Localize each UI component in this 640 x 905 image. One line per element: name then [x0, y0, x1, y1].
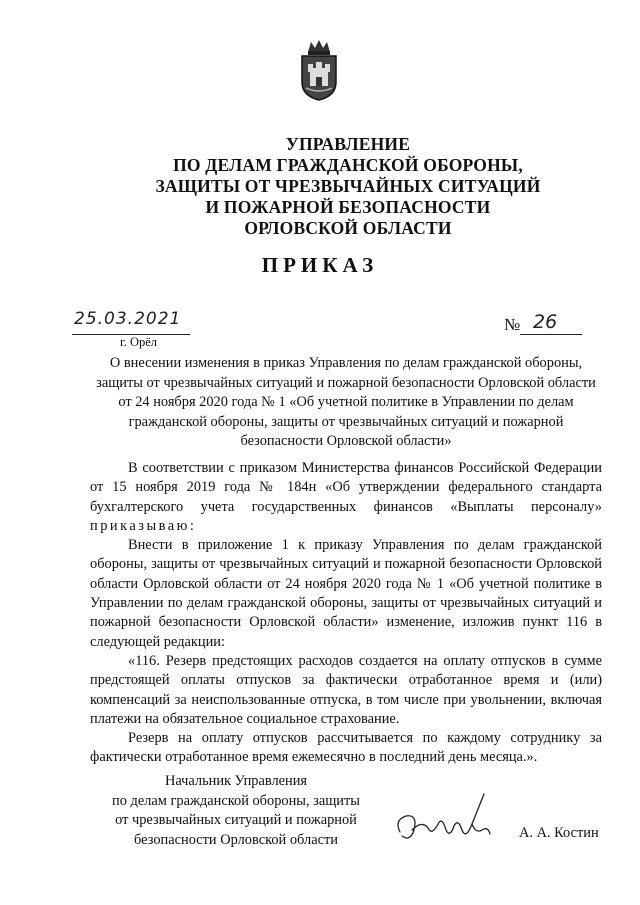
handwritten-signature — [392, 790, 502, 850]
header-line: ОРЛОВСКОЙ ОБЛАСТИ — [244, 218, 452, 238]
position-line: от чрезвычайных ситуаций и пожарной — [115, 812, 357, 828]
number-underline — [520, 334, 582, 335]
document-city: г. Орёл — [120, 335, 158, 349]
preamble-text: В соответствии с приказом Министерства финансов Российской Федерации от 15 ноября 2019 года № 184н «Об утверждении федерального стандарта бухгалтерского учета государственных финансов «Выплаты персоналу» — [90, 460, 602, 515]
document-number: 26 — [533, 311, 558, 333]
signer-name: А. А. Костин — [519, 825, 599, 841]
header-line: ЗАЩИТЫ ОТ ЧРЕЗВЫЧАЙНЫХ СИТУАЦИЙ — [155, 176, 541, 196]
header-line: УПРАВЛЕНИЕ — [285, 134, 411, 154]
signatory-position — [96, 772, 376, 850]
header-line: ПО ДЕЛАМ ГРАЖДАНСКОЙ ОБОРОНЫ, — [173, 155, 523, 175]
document-body — [90, 459, 602, 768]
position-line: безопасности Орловской области — [134, 831, 338, 848]
document-date: 25.03.2021 — [74, 309, 182, 329]
body-paragraph-clause-116: «116. Резерв предстоящих расходов создается на оплату отпусков в сумме предстоящей оплаты отпусков за фактически отработанное время и (или) компенсаций за неиспользованные отпуска, в том числе при увольнении, включая платежи на обязательное социальное страхование. — [90, 652, 602, 727]
body-paragraph-preamble — [90, 459, 602, 536]
position-line: Начальник Управления — [164, 773, 308, 789]
body-paragraph-reserve: Резерв на оплату отпусков рассчитывается по каждому сотруднику за фактически отработанное время ежемесячно в последний день месяца.». — [90, 730, 602, 766]
position-line: по делам гражданской обороны, защиты — [112, 792, 360, 809]
header-line: И ПОЖАРНОЙ БЕЗОПАСНОСТИ — [205, 197, 491, 217]
coat-of-arms-icon — [296, 38, 342, 102]
organization-header — [0, 134, 640, 239]
document-subject: О внесении изменения в приказ Управления по делам гражданской обороны, защиты от чрезвычайных ситуаций и пожарной безопасности Орловской области от 24 ноября 2020 года № 1 «Об учетной политике в Управлении по делам гражданской обороны, защиты от чрезвычайных ситуаций и пожарной безопасности Орловской области» — [96, 355, 596, 450]
number-label: № — [504, 315, 521, 334]
document-title: ПРИКАЗ — [261, 253, 379, 277]
body-paragraph-amendment: Внести в приложение 1 к приказу Управления по делам гражданской обороны, защиты от чрезвычайных ситуаций и пожарной безопасности Орловской области Орловской области от 24 ноября 2020 года № 1 «Об учетной политике в Управлении по делам гражданской обороны, защиты от чрезвычайных ситуаций и пожарной безопасности Орловской области» изменение, изложив пункт 116 в следующей редакции: — [90, 537, 602, 650]
order-word: приказываю: — [90, 517, 197, 534]
